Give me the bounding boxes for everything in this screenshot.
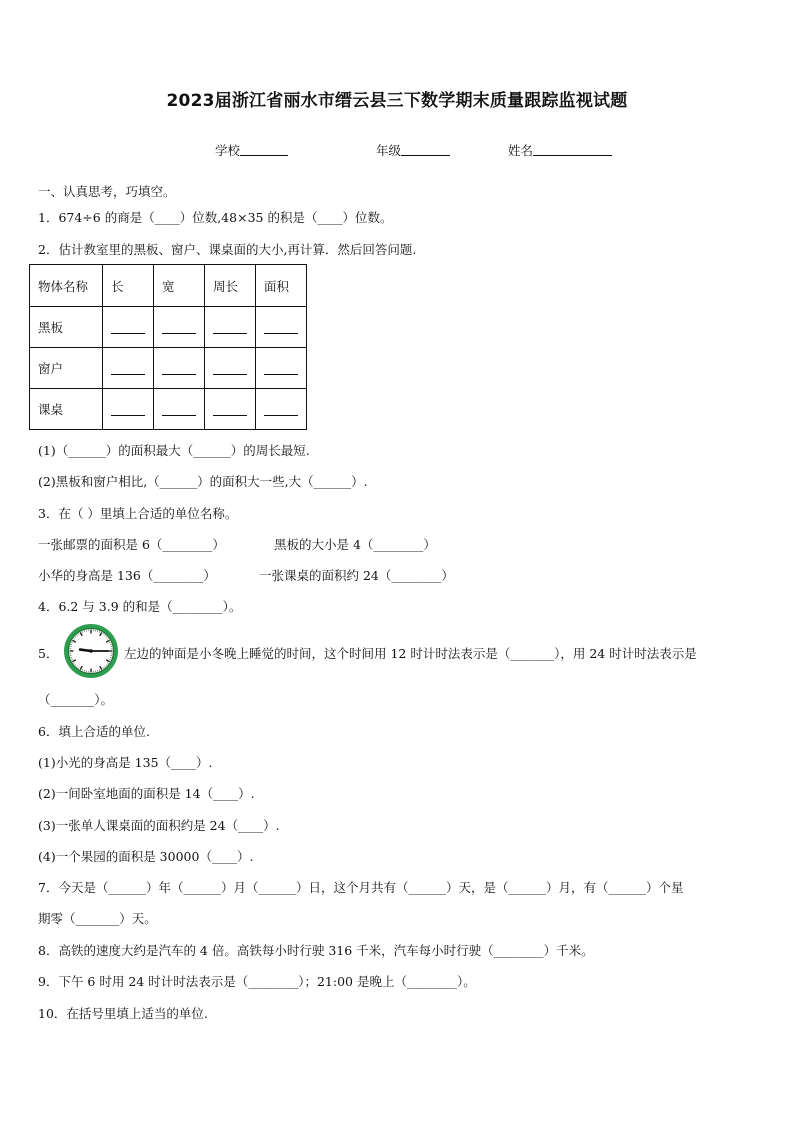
question-7: 7．今天是（______）年（______）月（______）日，这个月共有（______）天，是（______）月，有（______）个星 <box>38 880 684 895</box>
answer-cell[interactable] <box>103 307 154 348</box>
table-row <box>30 348 307 389</box>
question-10: 10．在括号里填上适当的单位. <box>38 1006 208 1021</box>
question-3-item-b: 黑板的大小是 4（________） <box>274 537 436 552</box>
answer-cell[interactable] <box>154 307 205 348</box>
table-header-cell: 长 <box>103 265 154 307</box>
grade-field <box>376 141 450 159</box>
name-field <box>508 141 612 159</box>
question-3-item-c: 小华的身高是 136（________） <box>38 568 216 583</box>
row-label: 黑板 <box>30 307 103 348</box>
table-header-cell: 面积 <box>256 265 307 307</box>
answer-cell[interactable] <box>103 389 154 430</box>
answer-cell[interactable] <box>205 307 256 348</box>
grade-blank[interactable] <box>401 143 450 156</box>
question-6-item-4: (4)一个果园的面积是 30000（____）. <box>38 849 254 864</box>
table-header-row <box>30 265 307 307</box>
answer-cell[interactable] <box>256 348 307 389</box>
answer-cell[interactable] <box>154 348 205 389</box>
table-row <box>30 307 307 348</box>
question-8: 8．高铁的速度大约是汽车的 4 倍。高铁每小时行驶 316 千米，汽车每小时行驶（________）千米。 <box>38 943 594 958</box>
question-5-number: 5． <box>38 646 59 661</box>
question-7-tail: 期零（_______）天。 <box>38 911 157 926</box>
question-4: 4．6.2 与 3.9 的和是（________）。 <box>38 599 242 614</box>
question-5-tail: （_______）。 <box>38 692 114 707</box>
answer-cell[interactable] <box>256 307 307 348</box>
answer-cell[interactable] <box>154 389 205 430</box>
school-blank[interactable] <box>240 143 288 156</box>
school-field <box>215 141 288 159</box>
question-6: 6．填上合适的单位. <box>38 724 150 739</box>
question-3: 3．在（ ）里填上合适的单位名称。 <box>38 506 238 521</box>
table-row <box>30 389 307 430</box>
question-3-item-a: 一张邮票的面积是 6（________） <box>38 537 225 552</box>
answer-cell[interactable] <box>103 348 154 389</box>
question-6-item-3: (3)一张单人课桌面的面积约是 24（____）. <box>38 818 280 833</box>
table-header-cell: 物体名称 <box>30 265 103 307</box>
page-title: 2023届浙江省丽水市缙云县三下数学期末质量跟踪监视试题 <box>166 91 628 111</box>
table-header-cell: 宽 <box>154 265 205 307</box>
row-label: 课桌 <box>30 389 103 430</box>
question-2: 2．估计教室里的黑板、窗户、课桌面的大小,再计算．然后回答问题. <box>38 242 417 257</box>
row-label: 窗户 <box>30 348 103 389</box>
section-1-heading: 一、认真思考，巧填空。 <box>38 184 176 199</box>
question-3-item-d: 一张课桌的面积约 24（________） <box>259 568 454 583</box>
question-5-text: 左边的钟面是小冬晚上睡觉的时间，这个时间用 12 时计时法表示是（_______），用 24 时计时法表示是 <box>124 646 697 661</box>
clock-icon <box>62 622 120 680</box>
school-label: 学校 <box>215 143 241 158</box>
name-label: 姓名 <box>508 143 534 158</box>
clock-center <box>89 649 93 653</box>
grade-label: 年级 <box>376 143 402 158</box>
table-header-cell: 周长 <box>205 265 256 307</box>
question-6-item-1: (1)小光的身高是 135（____）. <box>38 755 213 770</box>
name-blank[interactable] <box>533 143 612 156</box>
question-1: 1．674÷6 的商是（____）位数,48×35 的积是（____）位数。 <box>38 210 393 225</box>
question-2-part-2: (2)黑板和窗户相比,（______）的面积大一些,大（______）. <box>38 474 368 489</box>
answer-cell[interactable] <box>256 389 307 430</box>
answer-cell[interactable] <box>205 348 256 389</box>
question-2-part-1: (1)（______）的面积最大（______）的周长最短. <box>38 443 310 458</box>
answer-cell[interactable] <box>205 389 256 430</box>
question-6-item-2: (2)一间卧室地面的面积是 14（____）. <box>38 786 255 801</box>
question-9: 9．下午 6 时用 24 时计时法表示是（________）；21:00 是晚上（________）。 <box>38 974 476 989</box>
estimate-table <box>29 264 307 430</box>
